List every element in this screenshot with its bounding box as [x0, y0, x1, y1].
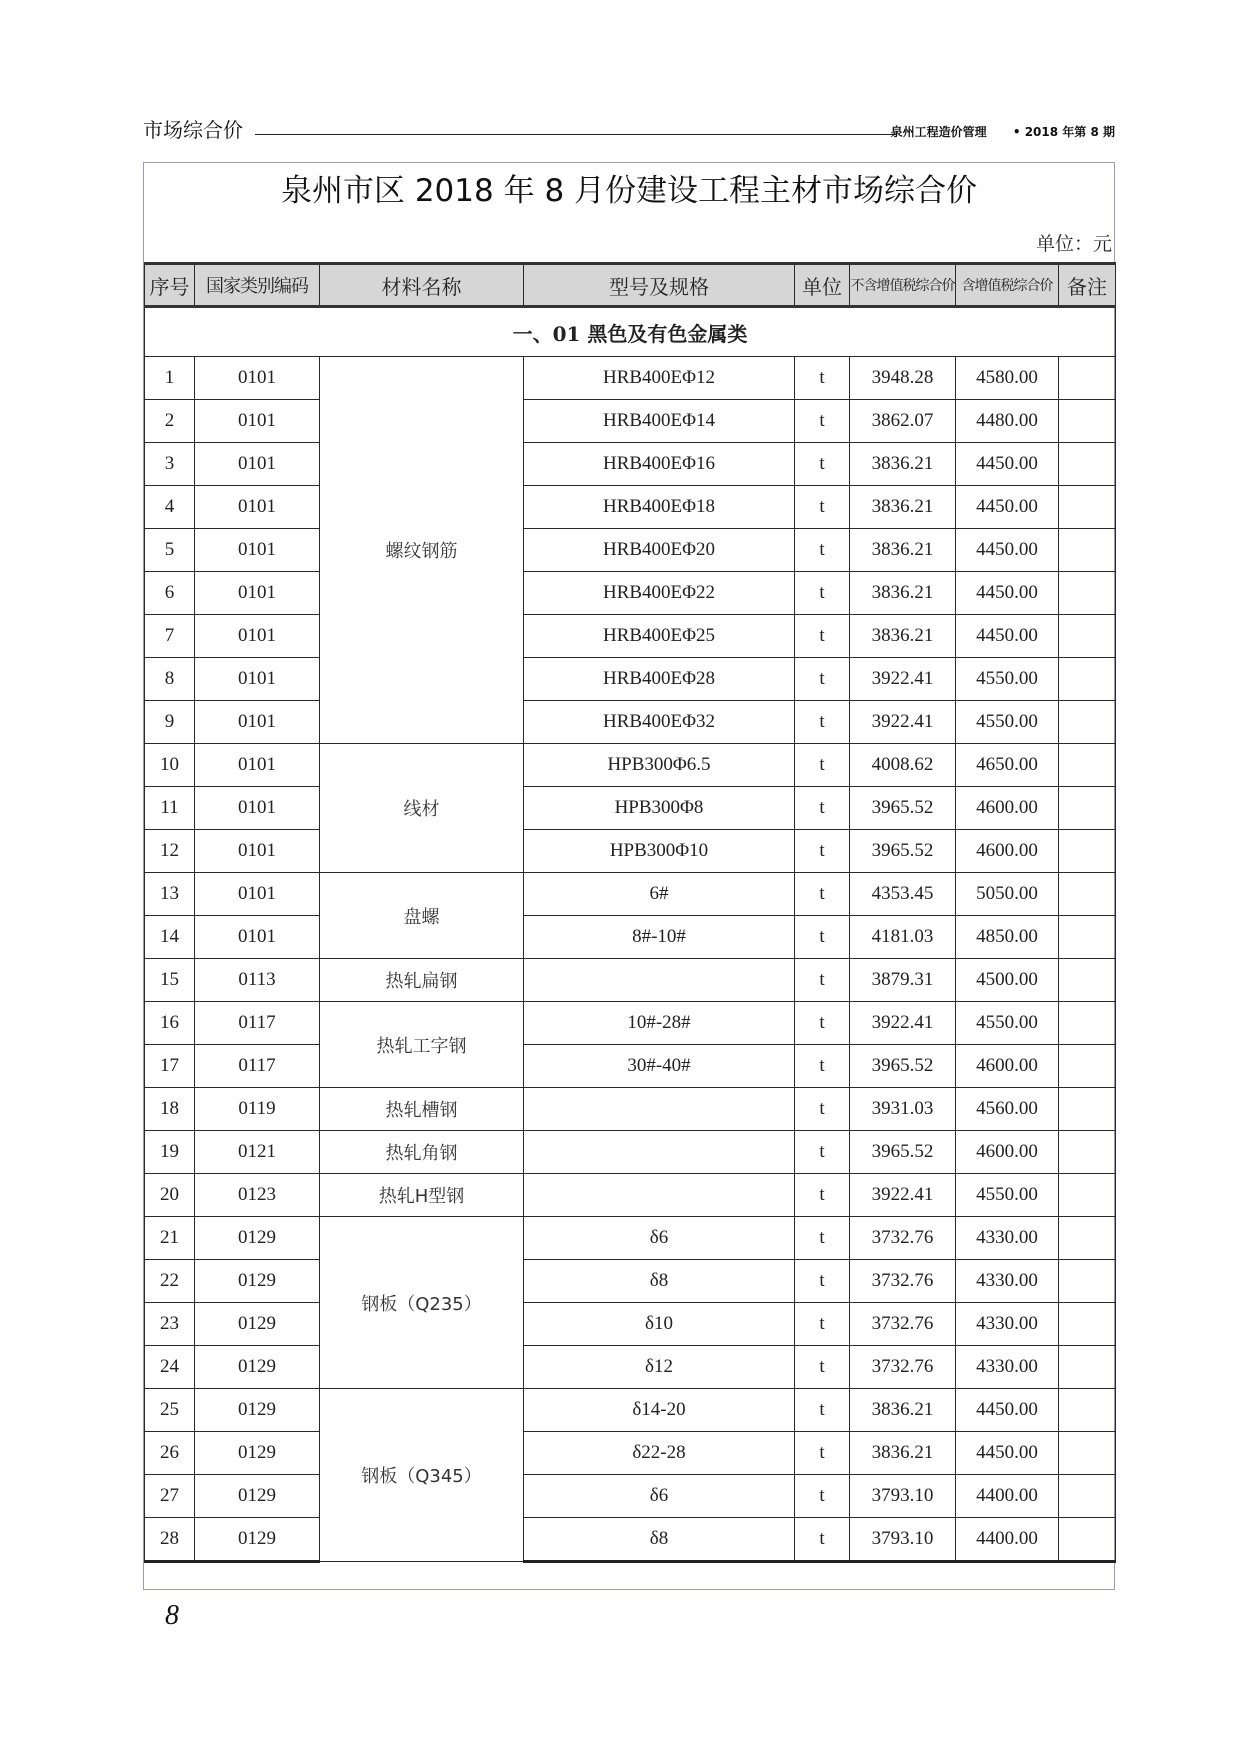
section-row [145, 307, 1116, 357]
table-row [145, 615, 1116, 658]
cell-no: 21 [145, 1217, 195, 1260]
cell-spec: δ6 [524, 1475, 795, 1518]
cell-code: 0113 [195, 959, 320, 1002]
cell-spec: HPB300Φ10 [524, 830, 795, 873]
cell-unit: t [795, 486, 850, 529]
cell-remark [1059, 1088, 1116, 1131]
cell-material-name: 热轧H型钢 [320, 1174, 524, 1217]
cell-code: 0101 [195, 443, 320, 486]
cell-unit: t [795, 916, 850, 959]
cell-unit: t [795, 443, 850, 486]
cell-spec: HRB400EΦ22 [524, 572, 795, 615]
cell-unit: t [795, 873, 850, 916]
cell-unit: t [795, 1303, 850, 1346]
cell-price-inc-vat: 4330.00 [956, 1303, 1059, 1346]
cell-code: 0101 [195, 830, 320, 873]
table-header-row [145, 264, 1116, 307]
cell-unit: t [795, 1389, 850, 1432]
cell-price-inc-vat: 4550.00 [956, 1174, 1059, 1217]
cell-material-name: 热轧工字钢 [320, 1002, 524, 1088]
cell-remark [1059, 744, 1116, 787]
cell-price-ex-vat: 3836.21 [850, 1389, 956, 1432]
table-row [145, 1389, 1116, 1432]
cell-remark [1059, 1131, 1116, 1174]
cell-unit: t [795, 1174, 850, 1217]
cell-price-inc-vat: 4600.00 [956, 1045, 1059, 1088]
table-row [145, 1303, 1116, 1346]
cell-code: 0101 [195, 916, 320, 959]
cell-material-name: 热轧槽钢 [320, 1088, 524, 1131]
table-row [145, 959, 1116, 1002]
cell-material-name: 热轧角钢 [320, 1131, 524, 1174]
cell-code: 0101 [195, 615, 320, 658]
cell-remark [1059, 1260, 1116, 1303]
cell-unit: t [795, 1475, 850, 1518]
cell-spec: HPB300Φ8 [524, 787, 795, 830]
table-row [145, 357, 1116, 400]
cell-spec: HRB400EΦ28 [524, 658, 795, 701]
cell-remark [1059, 486, 1116, 529]
table-row [145, 1260, 1116, 1303]
header-rule [255, 134, 897, 135]
table-row [145, 1518, 1116, 1562]
table-row [145, 916, 1116, 959]
publication-info [891, 123, 1115, 140]
cell-spec: HRB400EΦ16 [524, 443, 795, 486]
table-row [145, 1131, 1116, 1174]
cell-code: 0129 [195, 1432, 320, 1475]
cell-code: 0101 [195, 658, 320, 701]
cell-remark [1059, 830, 1116, 873]
cell-price-inc-vat: 4850.00 [956, 916, 1059, 959]
cell-spec: 8#-10# [524, 916, 795, 959]
cell-price-ex-vat: 3965.52 [850, 1131, 956, 1174]
cell-spec: HRB400EΦ14 [524, 400, 795, 443]
cell-spec: δ10 [524, 1303, 795, 1346]
cell-no: 11 [145, 787, 195, 830]
cell-unit: t [795, 959, 850, 1002]
cell-price-ex-vat: 3732.76 [850, 1346, 956, 1389]
cell-price-ex-vat: 3879.31 [850, 959, 956, 1002]
table-row [145, 744, 1116, 787]
table-row [145, 701, 1116, 744]
cell-unit: t [795, 1432, 850, 1475]
cell-spec: HRB400EΦ12 [524, 357, 795, 400]
cell-spec: δ22-28 [524, 1432, 795, 1475]
cell-price-ex-vat: 3836.21 [850, 443, 956, 486]
cell-price-inc-vat: 4450.00 [956, 1432, 1059, 1475]
table-body [145, 307, 1116, 1562]
cell-remark [1059, 400, 1116, 443]
cell-price-inc-vat: 4550.00 [956, 701, 1059, 744]
cell-price-ex-vat: 3922.41 [850, 1002, 956, 1045]
cell-no: 28 [145, 1518, 195, 1562]
col-header-no: 序号 [145, 264, 195, 307]
cell-price-inc-vat: 4600.00 [956, 830, 1059, 873]
cell-price-ex-vat: 3862.07 [850, 400, 956, 443]
cell-spec: 30#-40# [524, 1045, 795, 1088]
cell-no: 24 [145, 1346, 195, 1389]
cell-code: 0101 [195, 744, 320, 787]
cell-spec: δ14-20 [524, 1389, 795, 1432]
cell-remark [1059, 701, 1116, 744]
running-head [143, 118, 1115, 142]
cell-spec: HRB400EΦ18 [524, 486, 795, 529]
table-row [145, 1088, 1116, 1131]
col-header-price-ex-vat: 不含增值税综合价 [850, 264, 956, 307]
cell-no: 4 [145, 486, 195, 529]
cell-remark [1059, 916, 1116, 959]
table-row [145, 572, 1116, 615]
table-row [145, 1002, 1116, 1045]
cell-material-name: 钢板（Q345） [320, 1389, 524, 1562]
cell-code: 0101 [195, 486, 320, 529]
cell-no: 25 [145, 1389, 195, 1432]
cell-remark [1059, 1432, 1116, 1475]
cell-price-inc-vat: 4500.00 [956, 959, 1059, 1002]
cell-unit: t [795, 1131, 850, 1174]
cell-price-ex-vat: 3948.28 [850, 357, 956, 400]
cell-code: 0129 [195, 1389, 320, 1432]
cell-no: 14 [145, 916, 195, 959]
cell-remark [1059, 1045, 1116, 1088]
cell-no: 15 [145, 959, 195, 1002]
cell-code: 0101 [195, 787, 320, 830]
cell-remark [1059, 959, 1116, 1002]
cell-price-inc-vat: 4400.00 [956, 1475, 1059, 1518]
cell-price-inc-vat: 4330.00 [956, 1260, 1059, 1303]
cell-spec [524, 1174, 795, 1217]
publication-name: 泉州工程造价管理 [890, 125, 987, 139]
table-row [145, 658, 1116, 701]
cell-price-ex-vat: 4008.62 [850, 744, 956, 787]
cell-price-ex-vat: 4181.03 [850, 916, 956, 959]
cell-price-inc-vat: 4450.00 [956, 572, 1059, 615]
cell-price-inc-vat: 4450.00 [956, 443, 1059, 486]
cell-price-ex-vat: 3965.52 [850, 830, 956, 873]
cell-spec: HRB400EΦ32 [524, 701, 795, 744]
cell-no: 10 [145, 744, 195, 787]
cell-price-ex-vat: 3931.03 [850, 1088, 956, 1131]
cell-spec [524, 959, 795, 1002]
cell-unit: t [795, 1045, 850, 1088]
cell-remark [1059, 443, 1116, 486]
col-header-name: 材料名称 [320, 264, 524, 307]
cell-price-inc-vat: 4330.00 [956, 1346, 1059, 1389]
cell-price-inc-vat: 4450.00 [956, 1389, 1059, 1432]
cell-unit: t [795, 400, 850, 443]
cell-unit: t [795, 830, 850, 873]
cell-no: 5 [145, 529, 195, 572]
cell-price-inc-vat: 4400.00 [956, 1518, 1059, 1562]
cell-no: 22 [145, 1260, 195, 1303]
cell-price-inc-vat: 5050.00 [956, 873, 1059, 916]
cell-no: 26 [145, 1432, 195, 1475]
cell-spec: HPB300Φ6.5 [524, 744, 795, 787]
cell-no: 6 [145, 572, 195, 615]
section-title: 一、01 黑色及有色金属类 [145, 307, 1116, 357]
cell-price-ex-vat: 3922.41 [850, 1174, 956, 1217]
cell-remark [1059, 1002, 1116, 1045]
cell-price-inc-vat: 4600.00 [956, 787, 1059, 830]
cell-remark [1059, 615, 1116, 658]
table-row [145, 443, 1116, 486]
cell-price-inc-vat: 4450.00 [956, 486, 1059, 529]
cell-unit: t [795, 529, 850, 572]
cell-price-inc-vat: 4550.00 [956, 1002, 1059, 1045]
cell-spec: HRB400EΦ25 [524, 615, 795, 658]
col-header-spec: 型号及规格 [524, 264, 795, 307]
table-row [145, 1174, 1116, 1217]
cell-remark [1059, 1518, 1116, 1562]
cell-price-inc-vat: 4450.00 [956, 529, 1059, 572]
cell-price-ex-vat: 3732.76 [850, 1217, 956, 1260]
cell-material-name: 线材 [320, 744, 524, 873]
cell-no: 20 [145, 1174, 195, 1217]
cell-price-inc-vat: 4480.00 [956, 400, 1059, 443]
cell-code: 0101 [195, 572, 320, 615]
cell-remark [1059, 357, 1116, 400]
col-header-code: 国家类别编码 [195, 264, 320, 307]
cell-price-inc-vat: 4560.00 [956, 1088, 1059, 1131]
cell-spec: δ6 [524, 1217, 795, 1260]
cell-no: 3 [145, 443, 195, 486]
cell-spec [524, 1131, 795, 1174]
cell-no: 23 [145, 1303, 195, 1346]
cell-code: 0117 [195, 1002, 320, 1045]
cell-spec: 10#-28# [524, 1002, 795, 1045]
cell-code: 0101 [195, 701, 320, 744]
cell-material-name: 盘螺 [320, 873, 524, 959]
cell-spec: 6# [524, 873, 795, 916]
col-header-remark: 备注 [1059, 264, 1116, 307]
cell-code: 0101 [195, 400, 320, 443]
table-row [145, 529, 1116, 572]
cell-no: 16 [145, 1002, 195, 1045]
cell-unit: t [795, 1518, 850, 1562]
cell-no: 12 [145, 830, 195, 873]
col-header-price-inc-vat: 含增值税综合价 [956, 264, 1059, 307]
cell-unit: t [795, 572, 850, 615]
cell-price-ex-vat: 3836.21 [850, 572, 956, 615]
cell-spec: δ12 [524, 1346, 795, 1389]
cell-unit: t [795, 1260, 850, 1303]
cell-code: 0129 [195, 1260, 320, 1303]
cell-price-ex-vat: 3836.21 [850, 1432, 956, 1475]
cell-remark [1059, 1303, 1116, 1346]
cell-price-ex-vat: 4353.45 [850, 873, 956, 916]
cell-remark [1059, 1389, 1116, 1432]
cell-remark [1059, 1346, 1116, 1389]
cell-code: 0121 [195, 1131, 320, 1174]
cell-no: 27 [145, 1475, 195, 1518]
cell-code: 0129 [195, 1303, 320, 1346]
cell-no: 13 [145, 873, 195, 916]
cell-price-inc-vat: 4580.00 [956, 357, 1059, 400]
cell-unit: t [795, 658, 850, 701]
issue-label: • 2018 年第 8 期 [1012, 125, 1115, 139]
cell-price-inc-vat: 4550.00 [956, 658, 1059, 701]
cell-price-ex-vat: 3793.10 [850, 1475, 956, 1518]
cell-price-ex-vat: 3965.52 [850, 787, 956, 830]
cell-price-ex-vat: 3836.21 [850, 486, 956, 529]
cell-price-inc-vat: 4330.00 [956, 1217, 1059, 1260]
cell-unit: t [795, 1346, 850, 1389]
page-title: 泉州市区 2018 年 8 月份建设工程主材市场综合价 [280, 173, 978, 209]
cell-unit: t [795, 1088, 850, 1131]
table-row [145, 1045, 1116, 1088]
cell-code: 0129 [195, 1518, 320, 1562]
table-row [145, 400, 1116, 443]
page-number: 8 [165, 1600, 179, 1631]
cell-price-ex-vat: 3836.21 [850, 615, 956, 658]
cell-no: 17 [145, 1045, 195, 1088]
cell-unit: t [795, 701, 850, 744]
cell-price-ex-vat: 3836.21 [850, 529, 956, 572]
col-header-unit: 单位 [795, 264, 850, 307]
cell-price-inc-vat: 4600.00 [956, 1131, 1059, 1174]
cell-code: 0101 [195, 873, 320, 916]
cell-code: 0129 [195, 1346, 320, 1389]
table-row [145, 1432, 1116, 1475]
unit-note: 单位：元 [1035, 233, 1112, 255]
cell-remark [1059, 787, 1116, 830]
cell-price-ex-vat: 3732.76 [850, 1260, 956, 1303]
table-row [145, 873, 1116, 916]
cell-price-ex-vat: 3793.10 [850, 1518, 956, 1562]
cell-price-ex-vat: 3922.41 [850, 701, 956, 744]
cell-material-name: 钢板（Q235） [320, 1217, 524, 1389]
cell-spec [524, 1088, 795, 1131]
cell-remark [1059, 1475, 1116, 1518]
cell-code: 0129 [195, 1217, 320, 1260]
cell-remark [1059, 658, 1116, 701]
cell-price-ex-vat: 3965.52 [850, 1045, 956, 1088]
cell-code: 0123 [195, 1174, 320, 1217]
cell-no: 19 [145, 1131, 195, 1174]
cell-unit: t [795, 1002, 850, 1045]
cell-unit: t [795, 357, 850, 400]
cell-remark [1059, 572, 1116, 615]
cell-code: 0119 [195, 1088, 320, 1131]
cell-price-inc-vat: 4650.00 [956, 744, 1059, 787]
price-table-frame [143, 162, 1115, 1590]
table-row [145, 787, 1116, 830]
cell-no: 7 [145, 615, 195, 658]
cell-remark [1059, 873, 1116, 916]
cell-no: 2 [145, 400, 195, 443]
cell-spec: HRB400EΦ20 [524, 529, 795, 572]
cell-code: 0129 [195, 1475, 320, 1518]
table-row [145, 830, 1116, 873]
cell-code: 0117 [195, 1045, 320, 1088]
cell-unit: t [795, 1217, 850, 1260]
cell-no: 9 [145, 701, 195, 744]
cell-no: 8 [145, 658, 195, 701]
cell-material-name: 螺纹钢筋 [320, 357, 524, 744]
cell-no: 18 [145, 1088, 195, 1131]
cell-unit: t [795, 787, 850, 830]
price-table [144, 262, 1116, 1563]
table-row [145, 1475, 1116, 1518]
cell-no: 1 [145, 357, 195, 400]
cell-price-ex-vat: 3732.76 [850, 1303, 956, 1346]
cell-remark [1059, 1174, 1116, 1217]
table-row [145, 1217, 1116, 1260]
cell-unit: t [795, 744, 850, 787]
cell-spec: δ8 [524, 1518, 795, 1562]
cell-price-inc-vat: 4450.00 [956, 615, 1059, 658]
cell-code: 0101 [195, 529, 320, 572]
cell-code: 0101 [195, 357, 320, 400]
cell-price-ex-vat: 3922.41 [850, 658, 956, 701]
table-row [145, 486, 1116, 529]
table-row [145, 1346, 1116, 1389]
section-label: 市场综合价 [143, 118, 243, 142]
cell-remark [1059, 529, 1116, 572]
cell-remark [1059, 1217, 1116, 1260]
cell-unit: t [795, 615, 850, 658]
cell-material-name: 热轧扁钢 [320, 959, 524, 1002]
cell-spec: δ8 [524, 1260, 795, 1303]
